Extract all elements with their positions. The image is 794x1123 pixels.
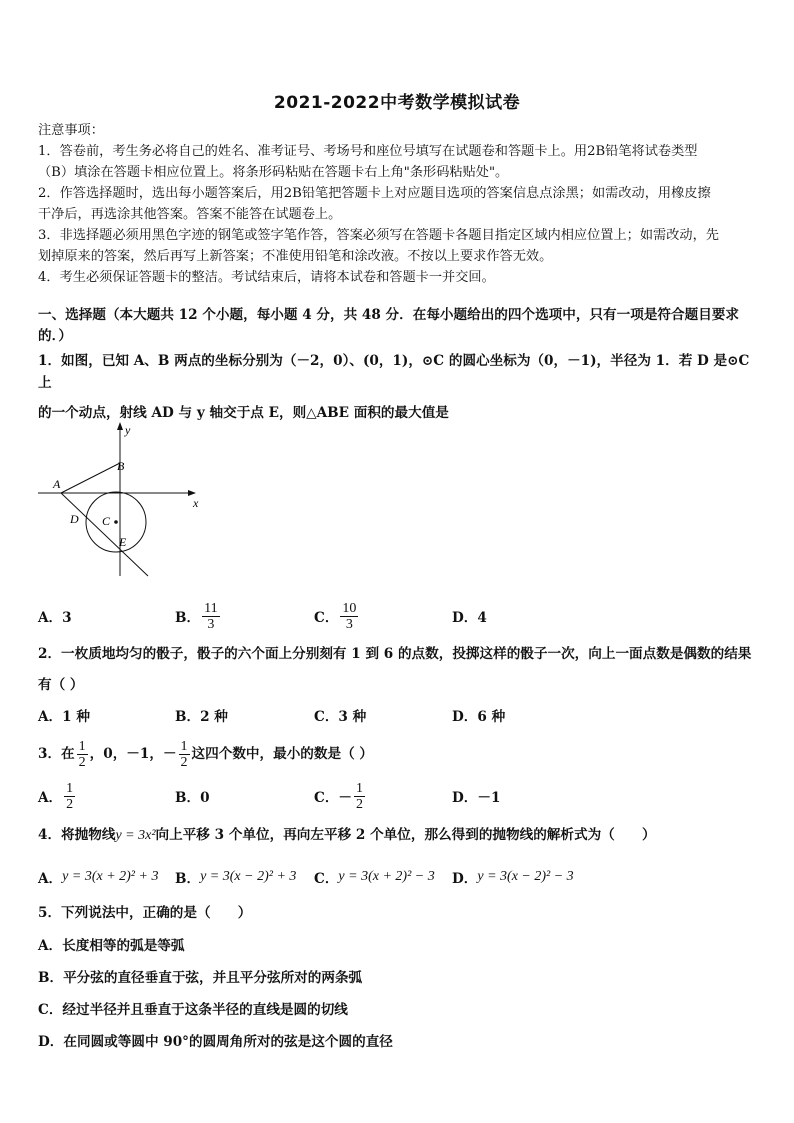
label-c: C bbox=[102, 514, 111, 528]
q2-option-d[interactable] bbox=[452, 700, 505, 730]
q3-option-d[interactable] bbox=[452, 779, 500, 813]
notice-item-3a: 3．非选择题必须用黑色字迹的钢笔或签字笔作答，答案必须写在答题卡各题目指定区域内相应位置上；如需改动，先 bbox=[38, 228, 719, 243]
label-a: A bbox=[53, 477, 61, 491]
q3-option-b-text: B．0 bbox=[175, 790, 210, 806]
q2-option-c[interactable] bbox=[314, 700, 366, 730]
question-3-middle: ，0，－1，－ bbox=[89, 746, 177, 762]
q2-option-c-text: C．3 种 bbox=[314, 709, 367, 725]
question-3-fraction-1 bbox=[77, 739, 88, 770]
question-3-frac1-den: 2 bbox=[78, 754, 86, 770]
q5-option-c[interactable]: C．经过半径并且垂直于这条半径的直线是圆的切线 bbox=[38, 1002, 348, 1018]
question-4-prefix: 4．将抛物线 bbox=[38, 827, 116, 843]
label-b: B bbox=[117, 459, 125, 473]
question-3-frac1-num: 1 bbox=[78, 738, 86, 754]
q4-option-c-prefix: C． bbox=[314, 871, 339, 887]
q1-option-d-text: D．4 bbox=[452, 610, 487, 626]
notice-item-2b: 干净后，再选涂其他答案。答案不能答在试题卷上。 bbox=[38, 207, 342, 222]
notice-item-4: 4．考生必须保证答题卡的整洁。考试结束后，请将本试卷和答题卡一并交回。 bbox=[38, 270, 495, 285]
y-axis-arrow bbox=[117, 422, 123, 430]
q2-option-a[interactable] bbox=[38, 700, 90, 730]
question-3-fraction-2 bbox=[179, 739, 190, 770]
q5-option-d[interactable]: D．在同圆或等圆中 90°的圆周角所对的弦是这个圆的直径 bbox=[38, 1034, 393, 1050]
q4-option-d-expr: y = 3(x − 2)² − 3 bbox=[477, 869, 574, 884]
section-heading-line2: 的．） bbox=[38, 328, 72, 344]
label-d: D bbox=[70, 512, 79, 526]
question-4 bbox=[38, 824, 760, 847]
q4-option-c-expr: y = 3(x + 2)² − 3 bbox=[338, 869, 435, 884]
section-heading-line1: 一、选择题（本大题共 12 个小题，每小题 4 分，共 48 分．在每小题给出的四个选项中，只有一项是符合题目要求 bbox=[38, 307, 739, 323]
q1-option-c[interactable] bbox=[314, 601, 360, 631]
notice-block bbox=[38, 120, 760, 288]
label-e: E bbox=[119, 535, 127, 549]
q1-option-b[interactable] bbox=[175, 601, 222, 631]
question-1-line2: 的一个动点，射线 AD 与 y 轴交于点 E，则△ABE 面积的最大值是 bbox=[38, 405, 449, 421]
q4-option-b[interactable] bbox=[175, 862, 296, 892]
q3-option-c[interactable] bbox=[314, 779, 367, 813]
q3-option-c-num: 1 bbox=[356, 780, 364, 796]
notice-item-2a: 2．作答选择题时，选出每小题答案后，用2B铅笔把答题卡上对应题目选项的答案信息点涂黑；如需改动，用橡皮擦 bbox=[38, 186, 711, 201]
q5-option-b[interactable]: B．平分弦的直径垂直于弦，并且平分弦所对的两条弧 bbox=[38, 970, 363, 986]
q1-option-a-text: A．3 bbox=[38, 610, 72, 626]
q3-option-a-fraction bbox=[64, 781, 75, 812]
q3-option-c-den: 2 bbox=[356, 796, 364, 812]
q1-option-c-fraction bbox=[340, 601, 358, 632]
q1-option-b-prefix: B． bbox=[175, 610, 201, 626]
question-4-suffix: 向上平移 3 个单位，再向左平移 2 个单位，那么得到的抛物线的解析式为（ ） bbox=[155, 827, 656, 843]
question-3 bbox=[38, 734, 760, 774]
q2-option-d-text: D．6 种 bbox=[452, 709, 506, 725]
q3-option-c-fraction bbox=[354, 781, 365, 812]
q3-option-a-den: 2 bbox=[66, 796, 74, 812]
q1-option-b-den: 3 bbox=[207, 616, 215, 632]
q4-option-a[interactable] bbox=[38, 862, 158, 892]
question-3-frac2-den: 2 bbox=[180, 754, 188, 770]
coordinate-figure bbox=[36, 418, 206, 583]
question-1-figure bbox=[36, 418, 206, 583]
q2-option-b[interactable] bbox=[175, 700, 228, 730]
q4-option-d-prefix: D． bbox=[452, 871, 478, 887]
q2-option-a-text: A．1 种 bbox=[38, 709, 90, 725]
question-2-line2: 有（ ） bbox=[38, 677, 84, 693]
question-3-options bbox=[38, 779, 760, 813]
q4-option-c[interactable] bbox=[314, 862, 435, 892]
q1-option-b-num: 11 bbox=[204, 600, 218, 616]
label-x: x bbox=[193, 496, 199, 510]
q3-option-d-text: D．－1 bbox=[452, 790, 501, 806]
notice-item-1a: 1．答卷前，考生务必将自己的姓名、准考证号、考场号和座位号填写在试题卷和答题卡上。用2B铅笔将试卷类型 bbox=[38, 144, 698, 159]
question-2-line1: 2．一枚质地均匀的骰子，骰子的六个面上分别刻有 1 到 6 的点数，投掷这样的骰子一次，向上一面点数是偶数的结果 bbox=[38, 646, 752, 662]
q1-option-c-num: 10 bbox=[342, 600, 357, 616]
question-3-frac2-num: 1 bbox=[180, 738, 188, 754]
center-point-c bbox=[114, 520, 118, 524]
q3-option-c-prefix: C．－ bbox=[314, 790, 353, 806]
q3-option-a[interactable] bbox=[38, 779, 77, 813]
q5-option-a[interactable]: A．长度相等的弧是等弧 bbox=[38, 938, 185, 954]
q4-option-a-expr: y = 3(x + 2)² + 3 bbox=[62, 869, 159, 884]
q2-option-b-text: B．2 种 bbox=[175, 709, 228, 725]
notice-item-1b: （B）填涂在答题卡相应位置上。将条形码粘贴在答题卡右上角"条形码粘贴处"。 bbox=[38, 165, 509, 180]
question-4-expr: y = 3x² bbox=[115, 828, 156, 843]
q1-option-a[interactable] bbox=[38, 601, 72, 631]
question-4-options bbox=[38, 862, 760, 892]
q4-option-d[interactable] bbox=[452, 862, 574, 892]
question-5 bbox=[38, 902, 760, 1053]
segment-ab bbox=[61, 463, 120, 493]
question-3-prefix: 3．在 bbox=[38, 746, 75, 762]
notice-item-3b: 划掉原来的答案，然后再写上新答案；不准使用铅笔和涂改液。不按以上要求作答无效。 bbox=[38, 249, 553, 264]
q1-option-c-prefix: C． bbox=[314, 610, 339, 626]
question-1-line1: 1．如图，已知 A、B 两点的坐标分别为（－2，0）、(0，1)，⊙C 的圆心坐标为（0，－1)，半径为 1．若 D 是⊙C 上 bbox=[38, 353, 750, 391]
q1-option-d[interactable] bbox=[452, 601, 487, 631]
label-y: y bbox=[125, 423, 131, 437]
notice-heading: 注意事项： bbox=[38, 123, 104, 138]
question-2 bbox=[38, 643, 760, 696]
question-1 bbox=[38, 350, 760, 424]
ray-ad bbox=[61, 493, 148, 576]
q4-option-b-expr: y = 3(x − 2)² + 3 bbox=[200, 869, 297, 884]
q3-option-a-num: 1 bbox=[66, 780, 74, 796]
question-2-options bbox=[38, 700, 760, 730]
question-1-options bbox=[38, 601, 760, 631]
q1-option-b-fraction bbox=[202, 601, 219, 632]
q3-option-b[interactable] bbox=[175, 779, 210, 813]
q3-option-a-prefix: A． bbox=[38, 790, 63, 806]
q4-option-b-prefix: B． bbox=[175, 871, 201, 887]
q4-option-a-prefix: A． bbox=[38, 871, 63, 887]
page-title: 2021-2022中考数学模拟试卷 bbox=[273, 93, 521, 113]
q1-option-c-den: 3 bbox=[345, 616, 353, 632]
section-heading bbox=[38, 305, 760, 347]
question-3-suffix: 这四个数中，最小的数是（ ） bbox=[191, 746, 373, 762]
question-5-stem: 5．下列说法中，正确的是（ ） bbox=[38, 905, 252, 921]
